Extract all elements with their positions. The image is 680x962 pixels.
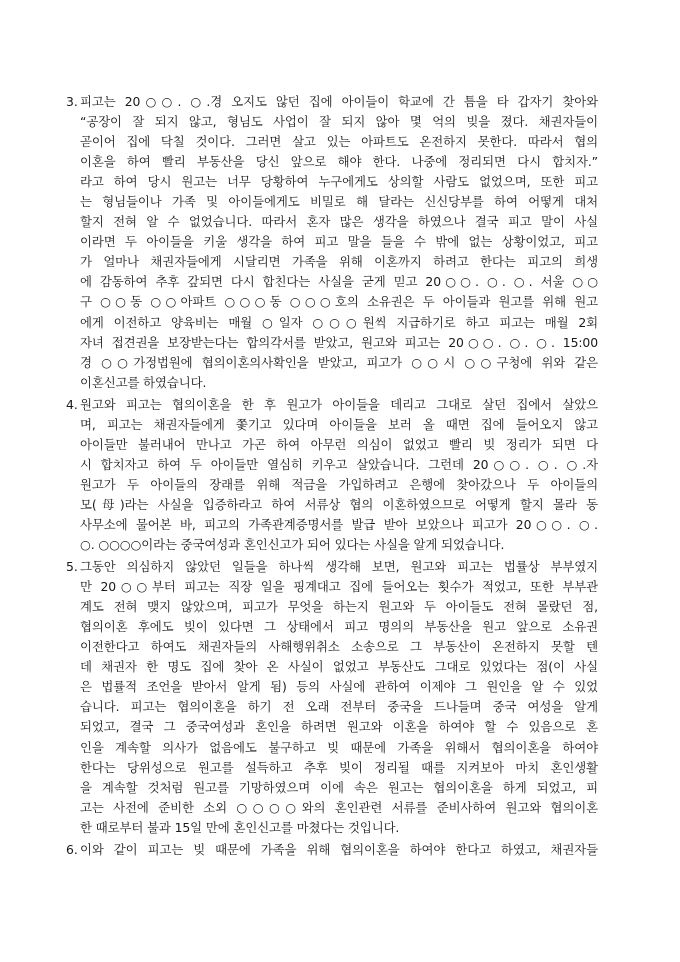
text-line: 할지 전혀 알 수 없었습니다. 따라서 혼자 많은 생각을 하였으나 결국 피고 말이 사실 <box>80 214 598 230</box>
paragraph-number: 3. <box>66 94 78 109</box>
text-line: 자녀 접견권을 보장받는다는 합의각서를 받았고, 원고와 피고는 20○○. ○. ○. 15:00 <box>80 334 598 350</box>
text-line: 이혼신고를 하였습니다. <box>80 374 207 390</box>
text-line: 라고 하여 당시 원고는 너무 당황하여 누구에게도 상의할 사람도 없었으며, 또한 피고 <box>80 174 598 190</box>
text-line: 구 ○○동 ○○아파트 ○○○동 ○○○호의 소유권은 두 아이들과 원고를 위해 원고 <box>80 294 598 310</box>
paragraph-5 <box>66 557 598 838</box>
text-line: 인을 계속할 의사가 없음에도 불구하고 빚 때문에 가족을 위해서 협의이혼을 하여야 <box>80 739 598 755</box>
text-line: 에게 이전하고 양육비는 매월 ○일자 ○○○원씩 지급하기로 하고 피고는 매월 2회 <box>80 314 598 330</box>
text-line: 원고와 피고는 협의이혼을 한 후 원고가 아이들을 데리고 그대로 살던 집에서 살았으 <box>80 396 598 412</box>
paragraph-number: 6. <box>66 841 78 857</box>
text-line: 협의이혼 후에도 빚이 있다면 그 상태에서 피고 명의의 부동산을 원고 앞으로 소유권 <box>80 619 598 635</box>
text-line: 은 법률적 조언을 받아서 알게 됨) 등의 사실에 관하여 이제야 그 원인을 알 수 있었 <box>80 679 598 695</box>
paragraph-4 <box>66 395 598 555</box>
text-line: 이혼을 하여 빨리 부동산을 당신 앞으로 해야 한다. 나중에 정리되면 다시 합치자.” <box>80 154 598 170</box>
text-line: 이전한다고 하여도 채권자들의 사해행위취소 소송으로 그 부동산이 온전하지 못할 텐 <box>80 639 598 655</box>
text-line: 시 합치자고 하여 두 아이들만 열심히 키우고 살았습니다. 그런데 20○○. ○. ○.자 <box>80 456 598 472</box>
text-line: 이와 같이 피고는 빚 때문에 가족을 위해 협의이혼을 하여야 한다고 하였고, 채권자들 <box>80 841 598 857</box>
text-line: 만 20○○부터 피고는 직장 일을 핑계대고 집에 들어오는 횟수가 적었고, 또한 부부관 <box>80 579 598 595</box>
text-line: 을 계속할 것처럼 원고를 기망하였으며 이에 속은 원고는 협의이혼을 하게 되었고, 피 <box>80 779 598 795</box>
text-line: 사무소에 물어본 바, 피고의 가족관계증명서를 발급 받아 보았으나 피고가 20○○. ○. <box>80 516 598 532</box>
text-line: 되었고, 결국 그 중국여성과 혼인을 하려면 원고와 이혼을 하여야 할 수 있음으로 혼 <box>80 719 598 735</box>
paragraph-6 <box>66 840 598 860</box>
text-line: 경 ○○가정법원에 협의이혼의사확인을 받았고, 피고가 ○○시 ○○구청에 위와 같은 <box>80 354 598 370</box>
text-line: 한 때로부터 불과 15일 만에 혼인신고를 마쳤다는 것입니다. <box>80 819 400 835</box>
text-line: 한다는 당위성으로 원고를 설득하고 추후 빚이 정리될 때를 지켜보아 마치 혼인생활 <box>80 759 598 775</box>
text-line: 가 얼마나 채권자들에게 시달리면 가족을 위해 이혼까지 하려고 한다는 피고의 희생 <box>80 254 598 270</box>
text-line: 모(母)라는 사실을 입증하라고 하여 서류상 협의 이혼하였으므로 어떻게 할지 몰라 동 <box>80 496 598 512</box>
text-line: “공장이 잘 되지 않고, 형님도 사업이 잘 되지 않아 몇 억의 빚을 졌다. 채권자들이 <box>80 114 598 130</box>
paragraph-number: 5. <box>66 559 78 575</box>
paragraph-number: 4. <box>66 396 78 412</box>
text-line: 이라면 두 아이들을 키울 생각을 하여 피고 말을 들을 수 밖에 없는 상황이었고, 피고 <box>80 234 598 250</box>
text-line: 원고가 두 아이들의 장래를 위해 적금을 가입하려고 은행에 찾아갔으나 두 아이들의 <box>80 476 598 492</box>
text-line: ○. ○○○○이라는 중국여성과 혼인신고가 되어 있다는 사실을 알게 되었습니다. <box>80 537 505 553</box>
text-line: 아이들만 불러내어 만나고 가곤 하여 아무런 의심이 없었고 빨리 빚 정리가 되면 다 <box>80 436 598 452</box>
text-line: 계도 전혀 맺지 않았으며, 피고가 무엇을 하는지 원고와 두 아이들도 전혀 몰랐던 점, <box>80 599 598 615</box>
text-line: 고는 사전에 준비한 소외 ○○○○와의 혼인관련 서류를 준비사하여 원고와 협의이혼 <box>80 799 598 815</box>
paragraph-3 <box>66 92 598 393</box>
text-line: 데 채권자 한 명도 집에 찾아 온 사실이 없었고 부동산도 그대로 있었다는 점(이 사실 <box>80 659 598 675</box>
text-line: 곧이어 집에 닥칠 것이다. 그러면 살고 있는 아파트도 온전하지 못한다. 따라서 협의 <box>80 134 598 150</box>
text-line: 피고는 20○○. ○.경 오지도 않던 집에 아이들이 학교에 간 틈을 타 갑자기 찾아와 <box>80 94 598 109</box>
text-line: 며, 피고는 채권자들에게 쫓기고 있다며 아이들을 보러 올 때면 집에 들어오지 않고 <box>80 416 598 432</box>
text-line: 는 형님들이나 가족 및 아이들에게도 비밀로 해 달라는 신신당부를 하여 어떻게 대처 <box>80 194 598 210</box>
text-line: 에 감동하여 추후 갚되면 다시 합친다는 사실을 굳게 믿고 20○○. ○. ○. 서울 ○○ <box>80 274 598 290</box>
text-line: 습니다. 피고는 협의이혼을 하기 전 오래 전부터 중국을 드나들며 중국 여성을 알게 <box>80 699 598 715</box>
text-line: 그동안 의심하지 않았던 일들을 하나씩 생각해 보면, 원고와 피고는 법률상 부부였지 <box>80 559 598 575</box>
